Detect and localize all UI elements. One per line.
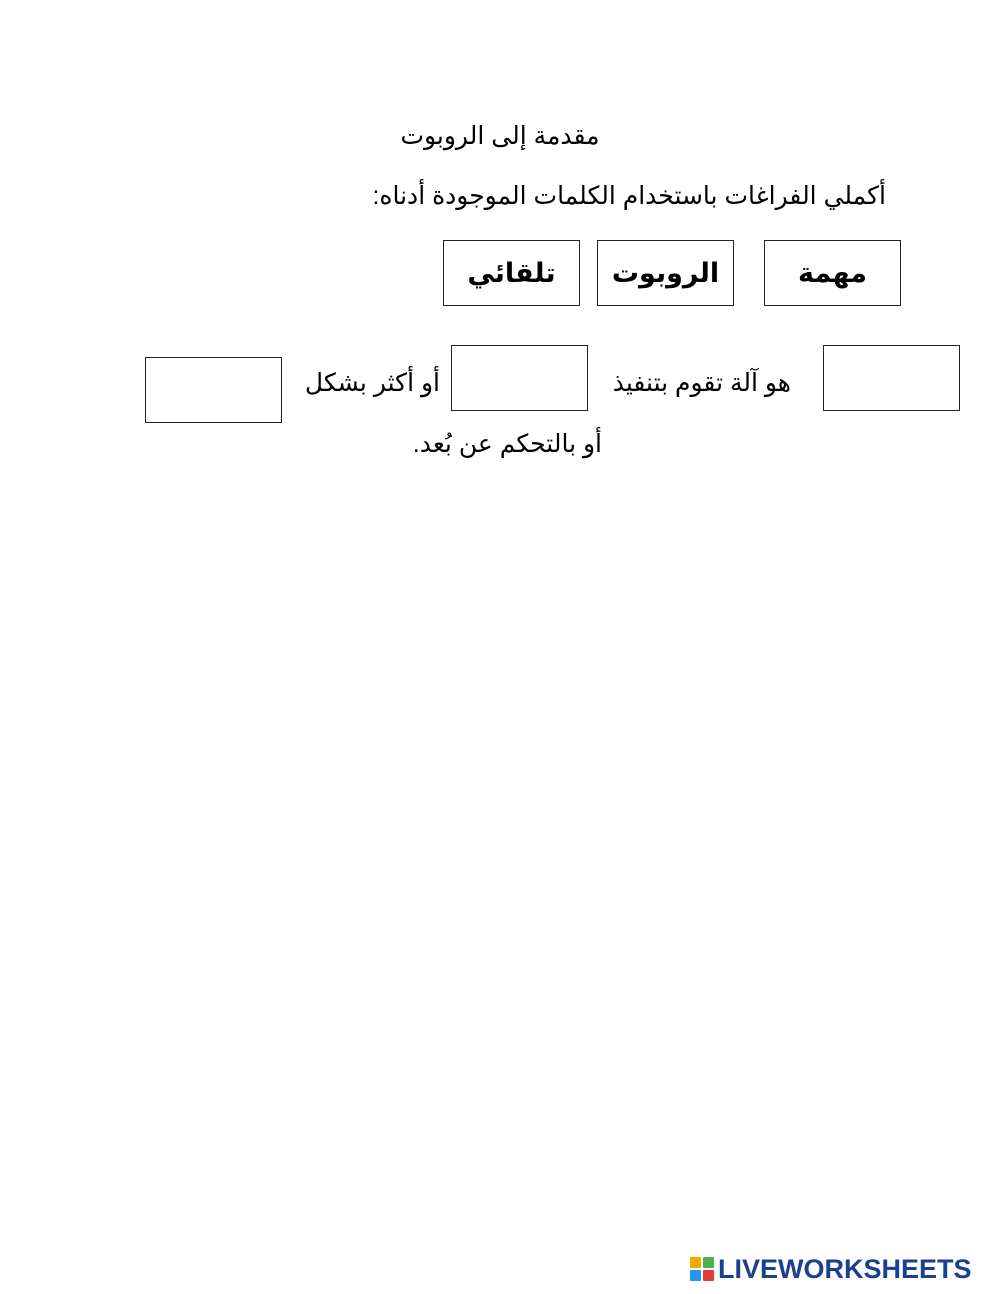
word-bank-item-task[interactable]: مهمة xyxy=(764,240,901,306)
logo-square-2 xyxy=(703,1257,714,1268)
sentence-part-2: أو أكثر بشكل xyxy=(304,369,440,397)
word-bank-item-robot[interactable]: الروبوت xyxy=(597,240,734,306)
sentence-part-3: أو بالتحكم عن بُعد. xyxy=(412,430,602,458)
sentence-part-1: هو آلة تقوم بتنفيذ xyxy=(612,369,791,397)
word-bank-item-automatic[interactable]: تلقائي xyxy=(443,240,580,306)
blank-drop-zone-1[interactable] xyxy=(823,345,960,411)
instructions-text: أكملي الفراغات باستخدام الكلمات الموجودة أدناه: xyxy=(372,182,886,210)
logo-grid-icon xyxy=(690,1257,714,1281)
worksheet-title: مقدمة إلى الروبوت xyxy=(400,122,600,150)
logo-brand-text: LIVEWORKSHEETS xyxy=(718,1253,972,1284)
logo-square-3 xyxy=(690,1270,701,1281)
logo-square-4 xyxy=(703,1270,714,1281)
logo-square-1 xyxy=(690,1257,701,1268)
blank-drop-zone-2[interactable] xyxy=(451,345,588,411)
liveworksheets-logo xyxy=(690,1254,972,1284)
blank-drop-zone-3[interactable] xyxy=(145,357,282,423)
